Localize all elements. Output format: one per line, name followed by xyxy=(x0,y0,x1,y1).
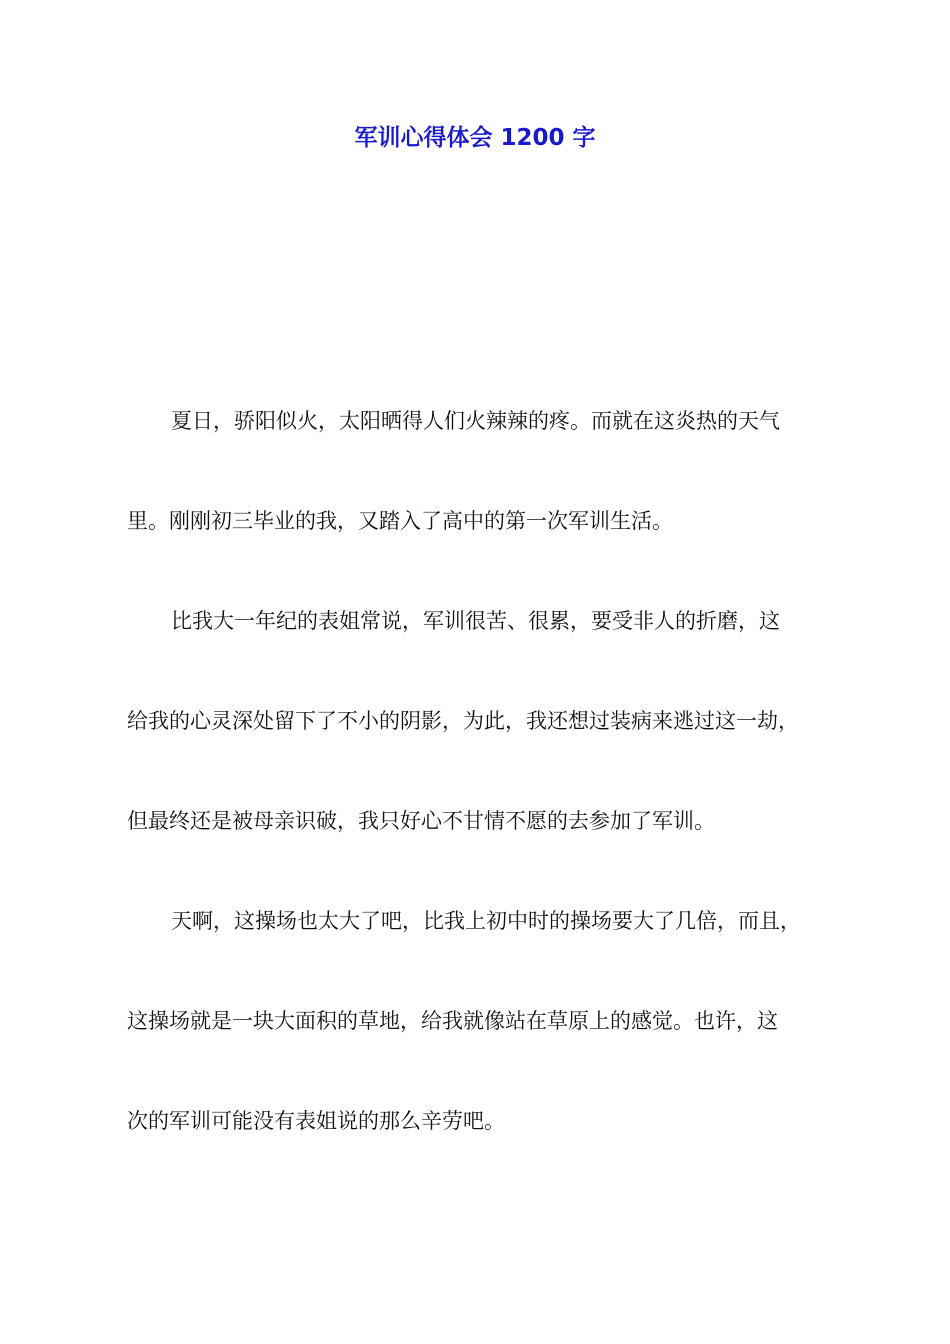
paragraph-line: 比我大一年纪的表姐常说，军训很苦、很累，要受非人的折磨，这 xyxy=(171,609,780,633)
paragraph-line: 里。刚刚初三毕业的我，又踏入了高中的第一次军训生活。 xyxy=(127,509,673,533)
paragraph-line: 给我的心灵深处留下了不小的阴影，为此，我还想过装病来逃过这一劫， xyxy=(127,709,799,733)
paragraph-line: 这操场就是一块大面积的草地，给我就像站在草原上的感觉。也许，这 xyxy=(127,1009,778,1033)
paragraph-line: 次的军训可能没有表姐说的那么辛劳吧。 xyxy=(127,1109,505,1133)
document-body xyxy=(127,371,839,1171)
paragraph-line: 夏日，骄阳似火，太阳晒得人们火辣辣的疼。而就在这炎热的天气 xyxy=(171,409,780,433)
document-title: 军训心得体会 1200 字 xyxy=(354,125,596,151)
paragraph-line: 天啊，这操场也太大了吧，比我上初中时的操场要大了几倍，而且， xyxy=(171,909,801,933)
paragraph-line: 但最终还是被母亲识破，我只好心不甘情不愿的去参加了军训。 xyxy=(127,809,715,833)
